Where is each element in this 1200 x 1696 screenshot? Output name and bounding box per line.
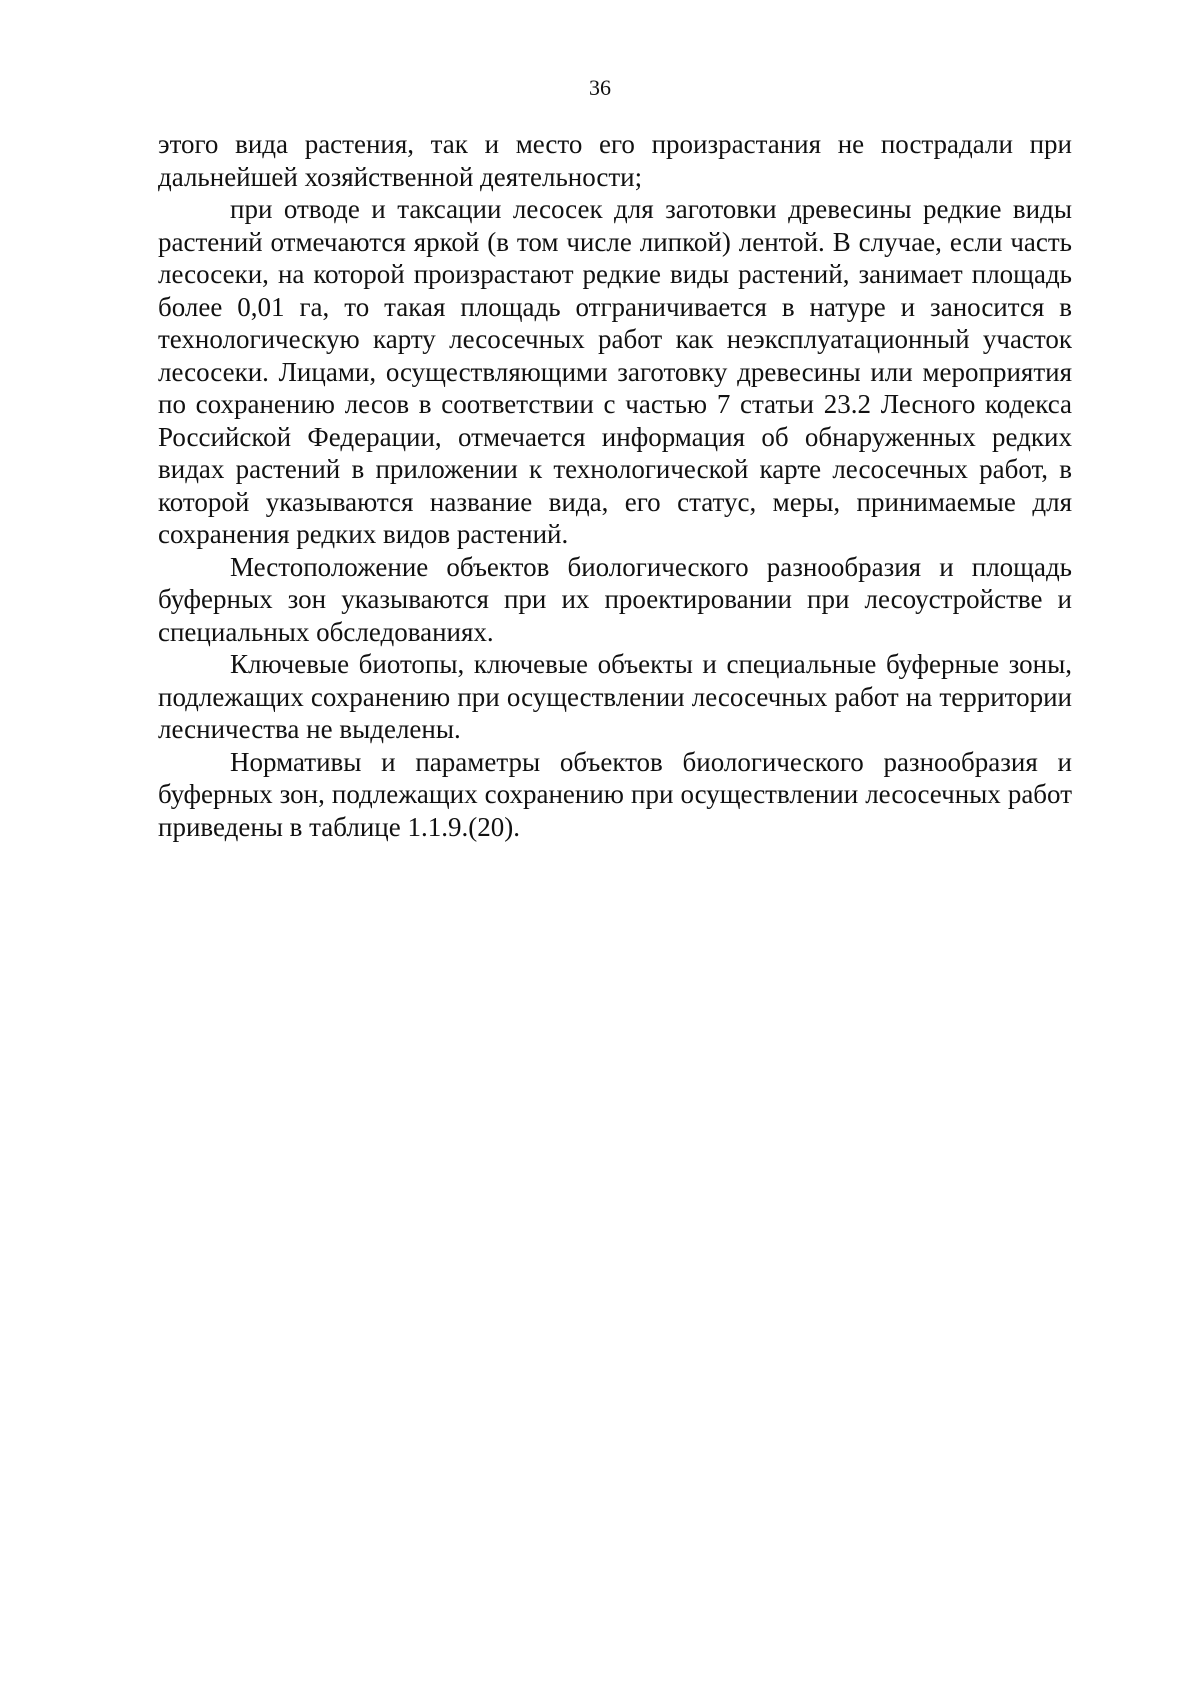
paragraph-norms-reference: Нормативы и параметры объектов биологического разнообразия и буферных зон, подлежащих сохранению при осуществлении лесосечных работ приведены в таблице 1.1.9.(20).	[158, 746, 1072, 842]
document-body	[158, 128, 1072, 843]
page-number: 36	[589, 75, 611, 100]
paragraph-key-biotopes: Ключевые биотопы, ключевые объекты и специальные буферные зоны, подлежащих сохранению при осуществлении лесосечных работ на территории лесничества не выделены.	[158, 649, 1072, 744]
paragraph-continuation: этого вида растения, так и место его произрастания не пострадали при дальнейшей хозяйственной деятельности;	[158, 129, 1072, 192]
paragraph-rare-species-marking: при отводе и таксации лесосек для заготовки древесины редкие виды растений отмечаются яркой (в том числе липкой) лентой. В случае, если часть лесосеки, на которой произрастают редкие виды растений, занимает площадь более 0,01 га, то такая площадь отграничивается в натуре и заносится в технологическую карту лесосечных работ как неэксплуатационный участок лесосеки. Лицами, осуществляющими заготовку древесины или мероприятия по сохранению лесов в соответствии с частью 7 статьи 23.2 Лесного кодекса Российской Федерации, отмечается информация об обнаруженных редких видах растений в приложении к технологической карте лесосечных работ, в которой указываются название вида, его статус, меры, принимаемые для сохранения редких видов растений.	[158, 194, 1072, 549]
paragraph-biodiversity-location: Местоположение объектов биологического разнообразия и площадь буферных зон указываются при их проектировании при лесоустройстве и специальных обследованиях.	[158, 551, 1072, 647]
